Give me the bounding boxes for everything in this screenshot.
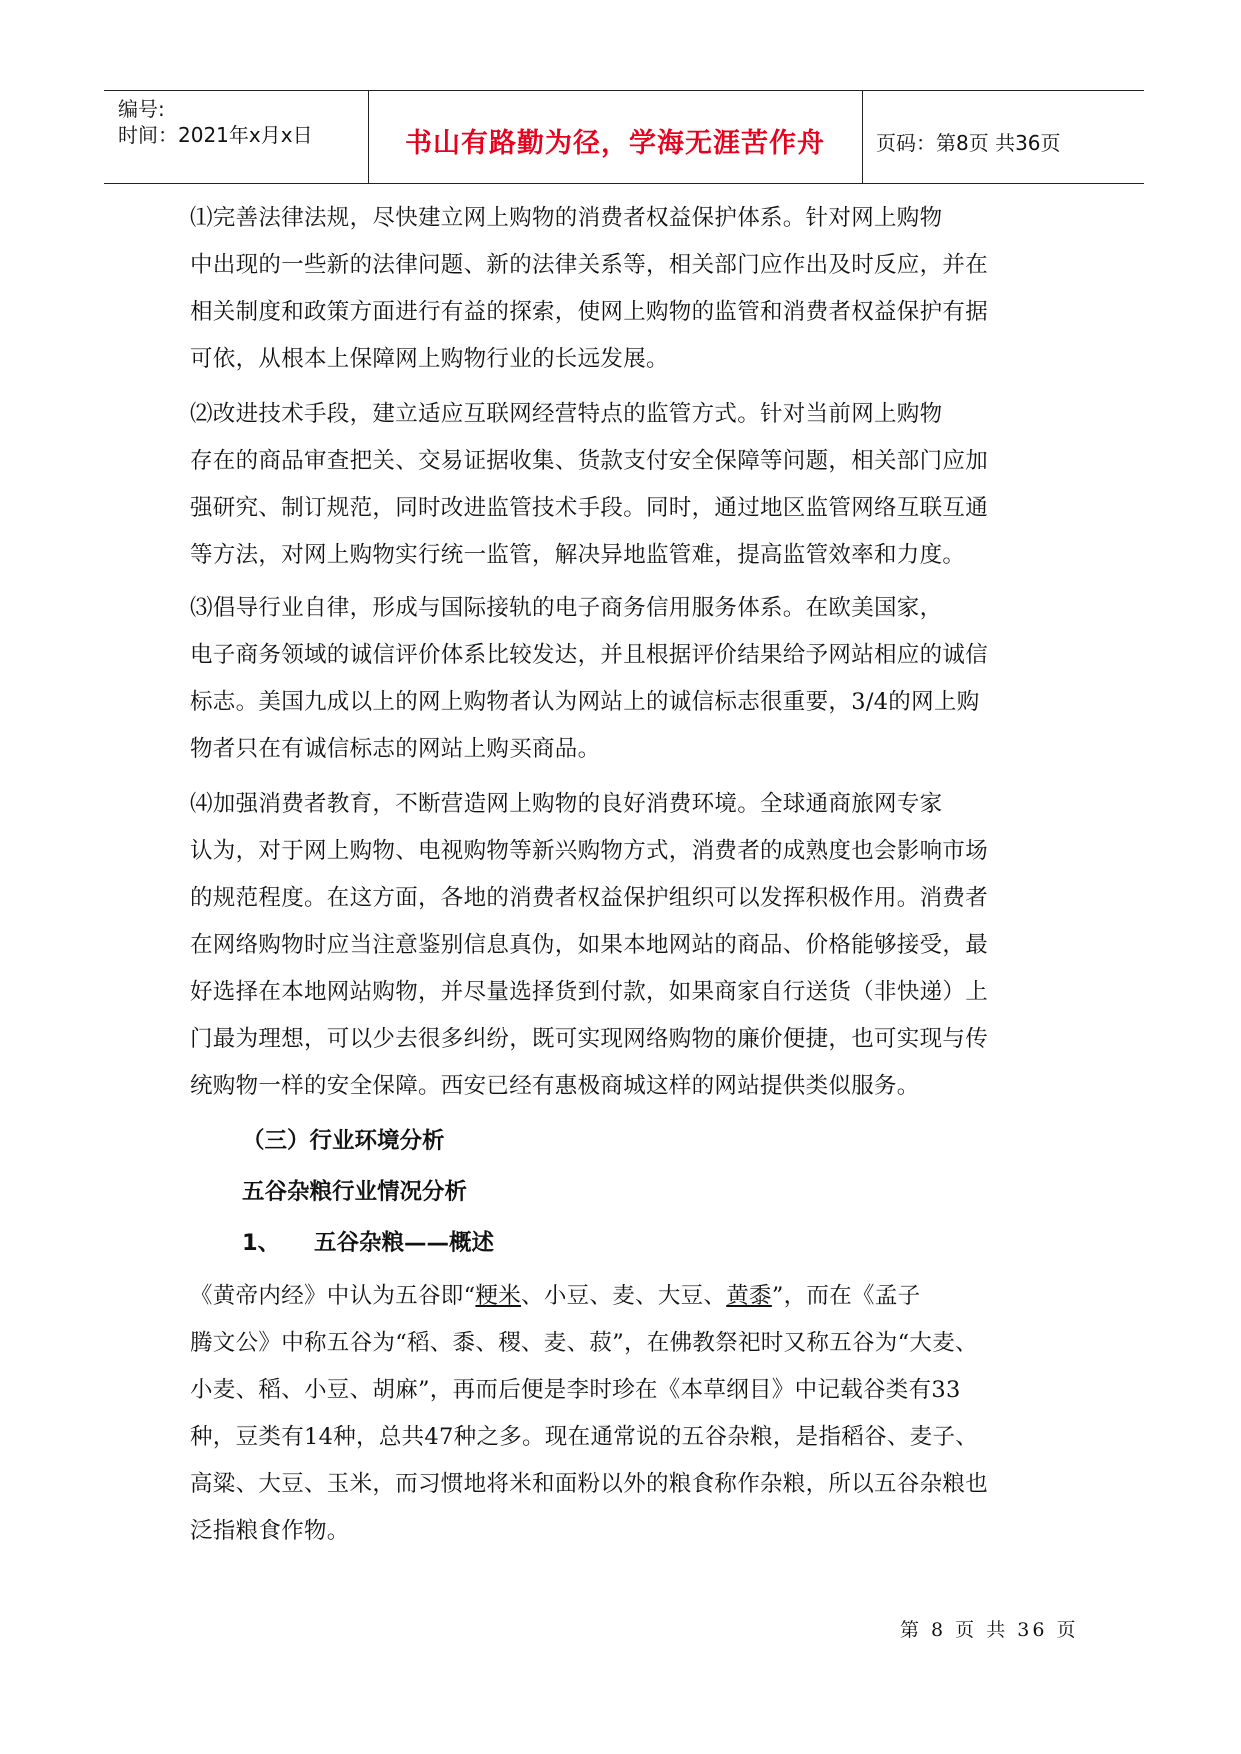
paragraph-1-line: 中出现的一些新的法律问题、新的法律关系等，相关部门应作出及时反应，并在	[190, 252, 989, 278]
motto-text: 书山有路勤为径，学海无涯苦作舟	[405, 128, 825, 159]
paragraph-1-line: ⑴完善法律法规，尽快建立网上购物的消费者权益保护体系。针对网上购物	[190, 205, 943, 231]
paragraph-2-line: 存在的商品审查把关、交易证据收集、货款支付安全保障等问题，相关部门应加	[190, 448, 989, 474]
paragraph-1-line: 可依，从根本上保障网上购物行业的长远发展。	[190, 346, 669, 372]
paragraph-5-line-1	[190, 1278, 920, 1310]
page-footer: 第 8 页 共 36 页	[900, 1619, 1079, 1641]
paragraph-2-line: 强研究、制订规范，同时改进监管技术手段。同时，通过地区监管网络互联互通	[190, 495, 989, 521]
paragraph-4-line: 门最为理想，可以少去很多纠纷，既可实现网络购物的廉价便捷，也可实现与传	[190, 1026, 989, 1052]
paragraph-4-line: 的规范程度。在这方面，各地的消费者权益保护组织可以发挥积极作用。消费者	[190, 885, 989, 911]
underlined-term: 黄黍	[726, 1283, 772, 1309]
text-segment: 《黄帝内经》中认为五谷即“	[190, 1283, 476, 1309]
paragraph-2-line: ⑵改进技术手段，建立适应互联网经营特点的监管方式。针对当前网上购物	[190, 401, 943, 427]
text-segment: 、小豆、麦、大豆、	[521, 1283, 727, 1309]
section-heading: （三）行业环境分析	[242, 1128, 445, 1154]
underlined-term: 粳米	[475, 1283, 522, 1309]
paragraph-2-line: 等方法，对网上购物实行统一监管，解决异地监管难，提高监管效率和力度。	[190, 542, 966, 568]
paragraph-4-line: 在网络购物时应当注意鉴别信息真伪，如果本地网站的商品、价格能够接受，最	[190, 932, 989, 958]
paragraph-4-line: 统购物一样的安全保障。西安已经有惠极商城这样的网站提供类似服务。	[190, 1073, 920, 1099]
paragraph-1-line: 相关制度和政策方面进行有益的探索，使网上购物的监管和消费者权益保护有据	[190, 299, 989, 325]
paragraph-4-line: ⑷加强消费者教育，不断营造网上购物的良好消费环境。全球通商旅网专家	[190, 791, 943, 817]
header-motto-cell	[368, 91, 863, 183]
subheading: 五谷杂粮行业情况分析	[242, 1179, 468, 1205]
paragraph-5-line: 种，豆类有14种，总共47种之多。现在通常说的五谷杂粮，是指稻谷、麦子、	[190, 1424, 979, 1450]
header-page-cell	[862, 91, 1144, 183]
paragraph-5-line: 泛指粮食作物。	[190, 1518, 350, 1544]
time-label: 时间：2021年x月x日	[118, 123, 313, 147]
header-meta-cell	[104, 91, 369, 183]
paragraph-3-line: 电子商务领域的诚信评价体系比较发达，并且根据评价结果给予网站相应的诚信	[190, 642, 989, 668]
item-number: 1、	[242, 1230, 281, 1256]
paragraph-5-line: 小麦、稻、小豆、胡麻”，再而后便是李时珍在《本草纲目》中记载谷类有33	[190, 1377, 961, 1403]
paragraph-5-line: 腾文公》中称五谷为“稻、黍、稷、麦、菽”，在佛教祭祀时又称五谷为“大麦、	[190, 1330, 978, 1356]
paragraph-3-line: ⑶倡导行业自律，形成与国际接轨的电子商务信用服务体系。在欧美国家，	[190, 595, 943, 621]
text-segment: ”，而在《孟子	[771, 1283, 921, 1309]
item-title: 五谷杂粮——概述	[314, 1230, 495, 1256]
document-header	[104, 90, 1144, 184]
paragraph-4-line: 认为，对于网上购物、电视购物等新兴购物方式，消费者的成熟度也会影响市场	[190, 838, 989, 864]
paragraph-3-line: 标志。美国九成以上的网上购物者认为网站上的诚信标志很重要，3/4的网上购	[190, 689, 980, 715]
paragraph-4-line: 好选择在本地网站购物，并尽量选择货到付款，如果商家自行送货（非快递）上	[190, 979, 989, 1005]
paragraph-5-line: 高粱、大豆、玉米，而习惯地将米和面粉以外的粮食称作杂粮，所以五谷杂粮也	[190, 1471, 989, 1497]
number-label: 编号:	[118, 97, 165, 121]
paragraph-3-line: 物者只在有诚信标志的网站上购买商品。	[190, 736, 601, 762]
page-number-label: 页码：第8页 共36页	[876, 131, 1061, 155]
